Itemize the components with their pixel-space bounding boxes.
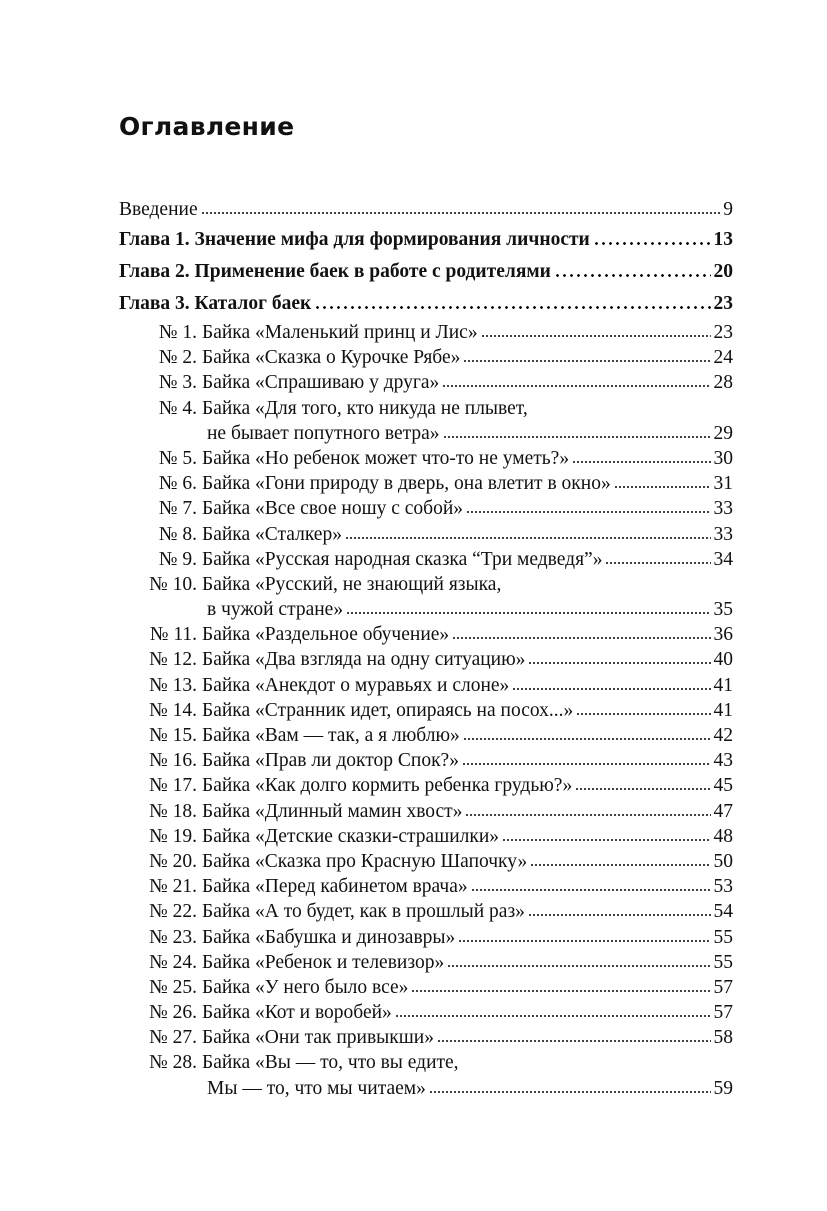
toc-entry[interactable] [119, 522, 733, 547]
entry-title-continued: в чужой стране» [207, 599, 344, 621]
page-number: 9 [723, 199, 733, 220]
page-number: 57 [713, 976, 733, 998]
entry-continuation [119, 1076, 733, 1101]
entry-number: № 7. [158, 498, 197, 520]
dot-leader [512, 686, 710, 691]
entry-title: Байка «А то будет, как в прошлый раз» [202, 901, 525, 923]
entry-title: Байка «Вам — так, а я люблю» [202, 725, 460, 746]
dot-leader [502, 837, 710, 842]
entry-number: № 21. [149, 876, 197, 898]
page-number: 54 [713, 901, 733, 923]
entry-title: Байка «Гони природу в дверь, она влетит в окно» [202, 473, 611, 495]
dot-leader [528, 660, 710, 665]
entry-first-line [119, 396, 733, 421]
entry-title: Байка «Русский, не знающий языка, [202, 573, 502, 595]
entry-title: Глава 2. Применение баек в работе с родителями [119, 261, 551, 282]
entry-title: Байка «Для того, кто никуда не плывет, [202, 397, 528, 419]
toc-entry[interactable] [119, 698, 733, 723]
page-number: 42 [713, 725, 733, 746]
page-number: 23 [713, 322, 733, 343]
toc-entry[interactable] [119, 1050, 733, 1100]
page-number: 31 [713, 473, 733, 495]
entry-title: Байка «Как долго кормить ребенка грудью?» [202, 775, 573, 797]
toc-entry[interactable] [119, 975, 733, 1000]
entry-number: № 23. [149, 926, 197, 948]
toc-entry[interactable] [119, 446, 733, 471]
dot-leader [314, 304, 710, 309]
dot-leader [466, 509, 710, 514]
entry-title: Байка «Перед кабинетом врача» [202, 876, 468, 898]
entry-title: Байка «Длинный мамин хвост» [202, 800, 463, 822]
toc-entry[interactable] [119, 496, 733, 521]
entry-number: № 12. [149, 649, 197, 671]
toc-entry[interactable] [119, 748, 733, 773]
toc-entry[interactable] [119, 925, 733, 950]
toc-entry[interactable] [119, 899, 733, 924]
entry-number: № 15. [149, 725, 197, 746]
toc-entry[interactable] [119, 824, 733, 849]
page-number: 28 [713, 372, 733, 394]
toc-entry[interactable] [119, 1000, 733, 1025]
toc-entry[interactable] [119, 370, 733, 395]
toc-entry[interactable] [119, 773, 733, 798]
table-of-contents [119, 196, 733, 1101]
page-number: 55 [713, 951, 733, 973]
entry-title: Глава 3. Каталог баек [119, 293, 312, 314]
entry-number: № 13. [149, 674, 197, 696]
page-number: 45 [713, 775, 733, 797]
entry-title: Байка «Странник идет, опираясь на посох...» [202, 699, 574, 721]
entry-title: Байка «Все свое ношу с собой» [202, 498, 464, 520]
dot-leader [201, 210, 721, 215]
page-number: 23 [713, 293, 733, 314]
toc-entry[interactable] [119, 950, 733, 975]
entry-number: № 26. [149, 1002, 197, 1024]
entry-number: № 14. [149, 699, 197, 721]
toc-entry[interactable] [119, 723, 733, 748]
entry-number: № 5. [158, 447, 197, 469]
dot-leader [530, 862, 710, 867]
entry-title: Введение [119, 199, 198, 220]
page-number: 33 [713, 498, 733, 520]
page-number: 48 [713, 825, 733, 847]
page-number: 40 [713, 649, 733, 671]
entry-number: № 28. [149, 1052, 197, 1074]
dot-leader [458, 938, 710, 943]
entry-number: № 6. [158, 473, 197, 495]
page-number: 55 [713, 926, 733, 948]
dot-leader [593, 240, 711, 245]
dot-leader [465, 812, 710, 817]
dot-leader [481, 333, 711, 338]
entry-title: Байка «Спрашиваю у друга» [202, 372, 440, 394]
entry-title: Байка «У него было все» [202, 976, 409, 998]
page-number: 57 [713, 1002, 733, 1024]
entry-number: № 27. [149, 1027, 197, 1049]
entry-title-continued: не бывает попутного ветра» [207, 422, 440, 444]
dot-leader [447, 963, 710, 968]
entry-number: № 4. [158, 397, 197, 419]
dot-leader [576, 711, 710, 716]
toc-entry[interactable] [119, 849, 733, 874]
entry-number: № 17. [149, 775, 197, 797]
entry-title: Байка «Два взгляда на одну ситуацию» [202, 649, 526, 671]
entry-number: № 24. [149, 951, 197, 973]
toc-chapter[interactable] [119, 288, 733, 320]
entry-title: Байка «Маленький принц и Лис» [202, 322, 478, 343]
entry-title: Байка «Русская народная сказка “Три медведя”» [202, 548, 603, 570]
entry-title: Байка «Они так привыкши» [202, 1027, 434, 1049]
entry-title: Байка «Сказка о Курочке Рябе» [202, 347, 461, 369]
entry-number: № 3. [158, 372, 197, 394]
entry-first-line [119, 1050, 733, 1075]
toc-entry[interactable] [119, 345, 733, 370]
page-number: 24 [713, 347, 733, 369]
toc-entry[interactable] [119, 622, 733, 647]
page-number: 29 [713, 422, 733, 444]
toc-entry[interactable] [119, 647, 733, 672]
dot-leader [463, 358, 710, 363]
dot-leader [554, 272, 711, 277]
entry-number: № 10. [149, 573, 197, 595]
dot-leader [442, 383, 710, 388]
dot-leader [443, 434, 711, 439]
entry-title: Байка «Кот и воробей» [202, 1002, 392, 1024]
page-number: 41 [713, 699, 733, 721]
dot-leader [437, 1038, 711, 1043]
entry-number: № 8. [158, 523, 197, 545]
entry-title: Байка «Но ребенок может что-то не уметь?» [202, 447, 570, 469]
dot-leader [345, 535, 711, 540]
toc-entry[interactable] [119, 874, 733, 899]
toc-chapter[interactable] [119, 224, 733, 256]
entry-number: № 25. [149, 976, 197, 998]
dot-leader [463, 736, 711, 741]
dot-leader [528, 912, 711, 917]
page-number: 13 [713, 229, 733, 250]
page-number: 58 [713, 1027, 733, 1049]
entry-title-continued: Мы — то, что мы читаем» [207, 1077, 426, 1099]
page-number: 34 [713, 548, 733, 570]
entry-number: № 22. [149, 901, 197, 923]
entry-number: № 16. [149, 750, 197, 772]
entry-number: № 9. [158, 548, 197, 570]
entry-number: № 20. [149, 850, 197, 872]
entry-continuation [119, 421, 733, 446]
dot-leader [395, 1013, 711, 1018]
page-number: 47 [713, 800, 733, 822]
entry-number: № 18. [149, 800, 197, 822]
toc-entry[interactable] [119, 1025, 733, 1050]
entry-title: Байка «Ребенок и телевизор» [202, 951, 445, 973]
entry-number: № 19. [149, 825, 197, 847]
page-number: 20 [713, 261, 733, 282]
page-number: 59 [713, 1077, 733, 1099]
dot-leader [462, 761, 711, 766]
entry-title: Байка «Сказка про Красную Шапочку» [202, 850, 528, 872]
toc-entry[interactable] [119, 572, 733, 622]
toc-entry[interactable] [119, 396, 733, 446]
page-number: 53 [713, 876, 733, 898]
dot-leader [614, 484, 711, 489]
page-number: 35 [713, 599, 733, 621]
entry-title: Байка «Прав ли доктор Спок?» [202, 750, 459, 772]
dot-leader [575, 786, 710, 791]
entry-title: Байка «Бабушка и динозавры» [202, 926, 456, 948]
entry-title: Байка «Анекдот о муравьях и слоне» [202, 674, 510, 696]
entry-title: Байка «Сталкер» [202, 523, 342, 545]
entry-number: № 1. [158, 322, 197, 343]
toc-chapter[interactable] [119, 256, 733, 288]
page-number: 41 [713, 674, 733, 696]
entry-title: Байка «Детские сказки-страшилки» [202, 825, 500, 847]
entry-title: Байка «Раздельное обучение» [202, 624, 450, 646]
toc-entry[interactable] [119, 320, 733, 345]
toc-entry[interactable] [119, 673, 733, 698]
entry-title: Глава 1. Значение мифа для формирования личности [119, 229, 590, 250]
toc-intro[interactable] [119, 196, 733, 224]
page-title: Оглавление [119, 112, 295, 141]
page-number: 36 [713, 624, 733, 646]
dot-leader [605, 560, 710, 565]
entry-first-line [119, 572, 733, 597]
page-number: 30 [713, 447, 733, 469]
toc-entry[interactable] [119, 471, 733, 496]
dot-leader [346, 610, 710, 615]
page-number: 33 [713, 523, 733, 545]
toc-entry[interactable] [119, 799, 733, 824]
dot-leader [452, 635, 710, 640]
toc-entry[interactable] [119, 547, 733, 572]
entry-title: Байка «Вы — то, что вы едите, [202, 1052, 459, 1074]
dot-leader [471, 887, 711, 892]
page-number: 50 [713, 850, 733, 872]
dot-leader [429, 1089, 711, 1094]
entry-number: № 2. [158, 347, 197, 369]
entry-continuation [119, 597, 733, 622]
dot-leader [411, 988, 710, 993]
dot-leader [572, 459, 710, 464]
entry-number: № 11. [149, 624, 197, 646]
page-number: 43 [713, 750, 733, 772]
